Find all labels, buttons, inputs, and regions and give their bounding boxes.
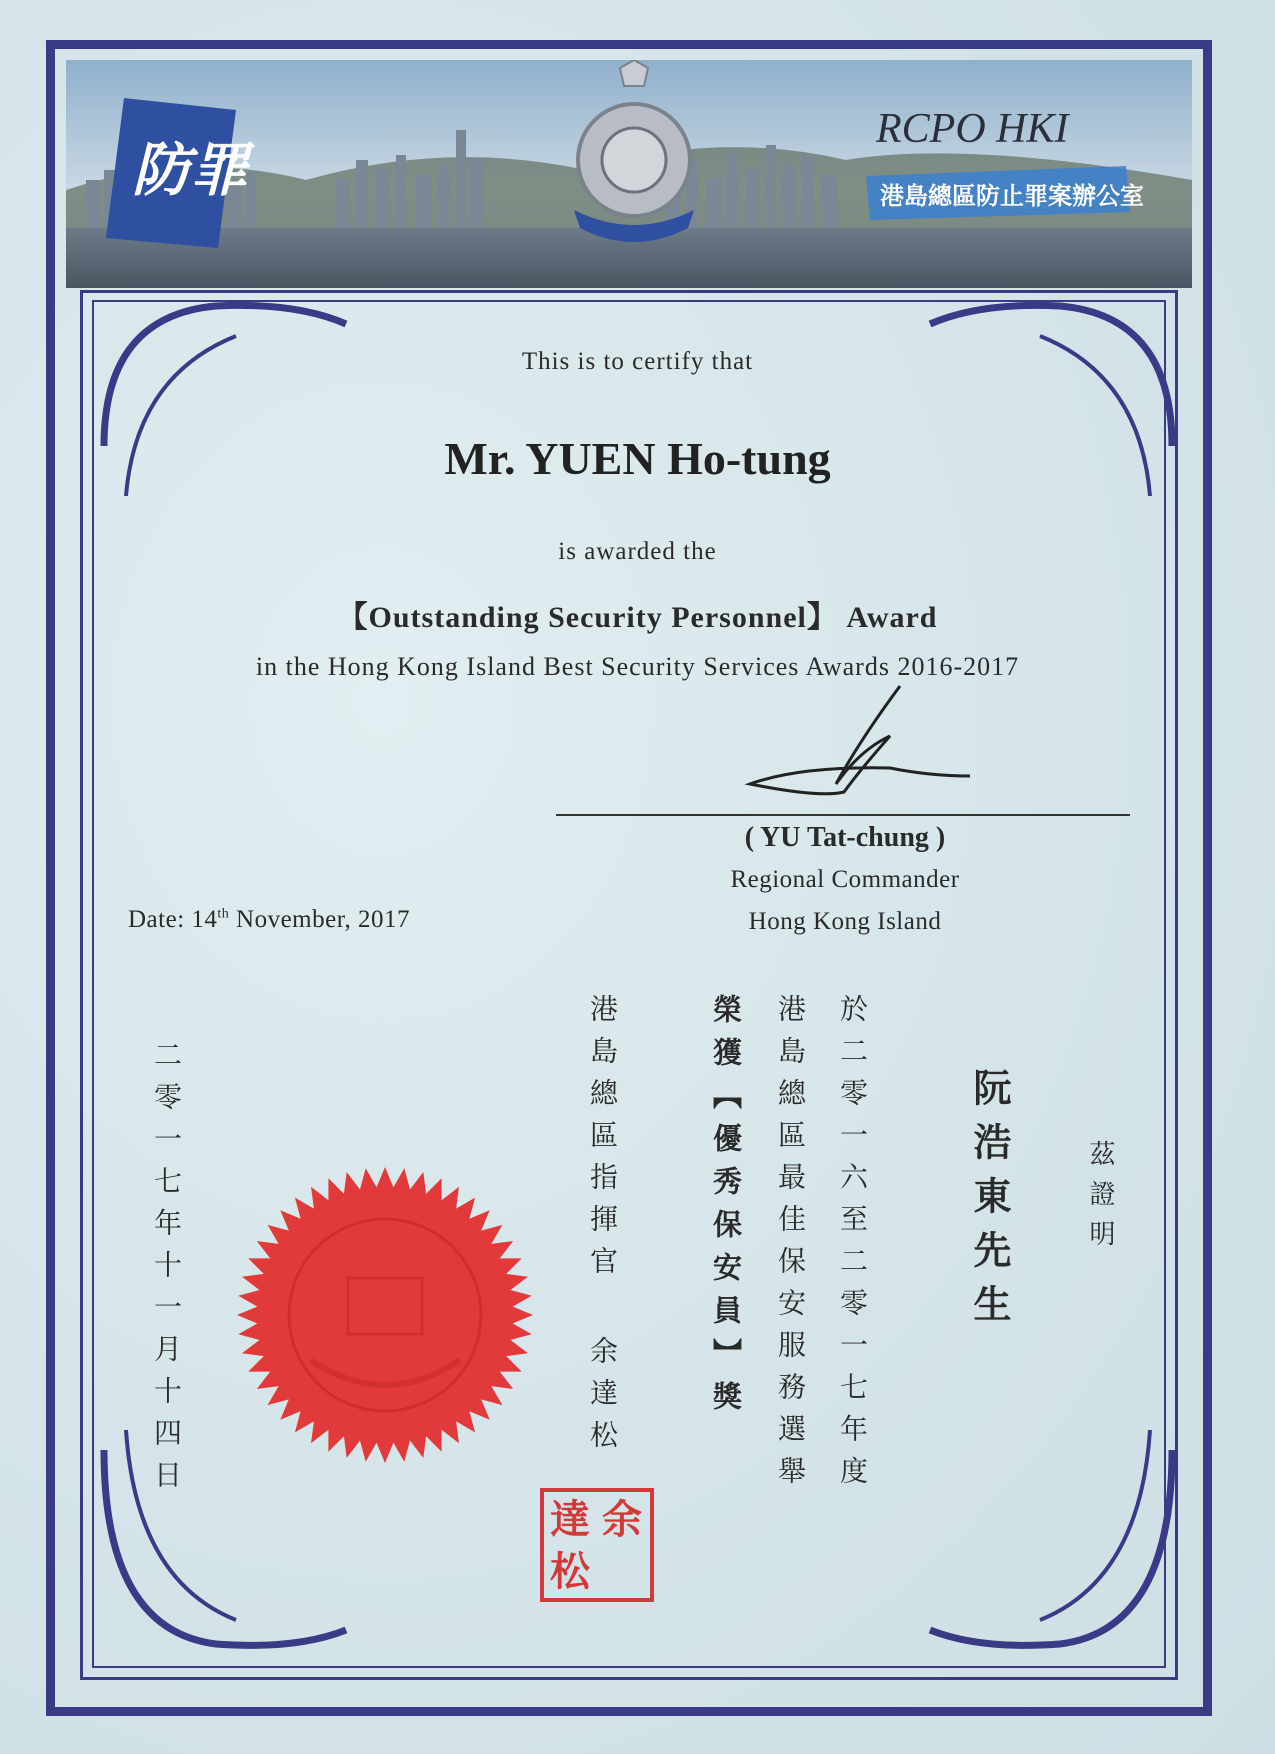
chinese-recipient: 阮浩東先生: [967, 1068, 1011, 1338]
chop-char-3: 松: [550, 1549, 590, 1595]
certify-line: This is to certify that: [521, 348, 754, 375]
award-title: [0, 592, 1275, 636]
awarded-line: is awarded the: [558, 538, 717, 565]
signature-line: [556, 814, 1130, 816]
date-prefix: Date: 14: [128, 906, 218, 933]
chop-char-2: 余: [602, 1497, 642, 1543]
corner-ornament-bottom-right: [920, 1430, 1180, 1670]
chop-char-1: 達: [550, 1497, 590, 1543]
chinese-event-line2: 於二零一六至二零一七年度: [836, 994, 869, 1498]
chinese-date: 二零一七年十一月十四日: [150, 1040, 183, 1502]
personal-chop-seal: [540, 1488, 654, 1602]
date-suffix: November, 2017: [229, 906, 411, 933]
award-name: 【Outstanding Security Personnel】: [337, 601, 838, 634]
svg-text:RCPO HKI: RCPO HKI: [876, 106, 1069, 152]
chinese-signer: 余達松: [586, 1336, 619, 1462]
chinese-event-line1: 港島總區最佳保安服務選舉: [774, 994, 807, 1498]
svg-text:港島總區防止罪案辦公室: 港島總區防止罪案辦公室: [880, 182, 1144, 210]
chinese-award: 榮獲【優秀保安員】獎: [709, 994, 743, 1424]
date-ordinal: th: [217, 906, 230, 922]
chinese-certify: 茲證明: [1085, 1140, 1115, 1260]
signatory-name: ( YU Tat-chung ): [744, 822, 946, 853]
red-wax-seal: [230, 1160, 540, 1470]
recipient-name: Mr. YUEN Ho-tung: [444, 433, 831, 484]
seal-starburst: [237, 1167, 533, 1463]
svg-text:防罪: 防罪: [132, 136, 249, 204]
event-line: in the Hong Kong Island Best Security Services Awards 2016-2017: [255, 652, 1020, 681]
chinese-office: 港島總區指揮官: [586, 994, 619, 1288]
issue-date: [128, 906, 410, 934]
award-suffix: Award: [837, 601, 938, 634]
signature-image: [740, 680, 980, 810]
signatory-title: Regional Commander: [730, 866, 960, 893]
signatory-region: Hong Kong Island: [748, 908, 942, 935]
